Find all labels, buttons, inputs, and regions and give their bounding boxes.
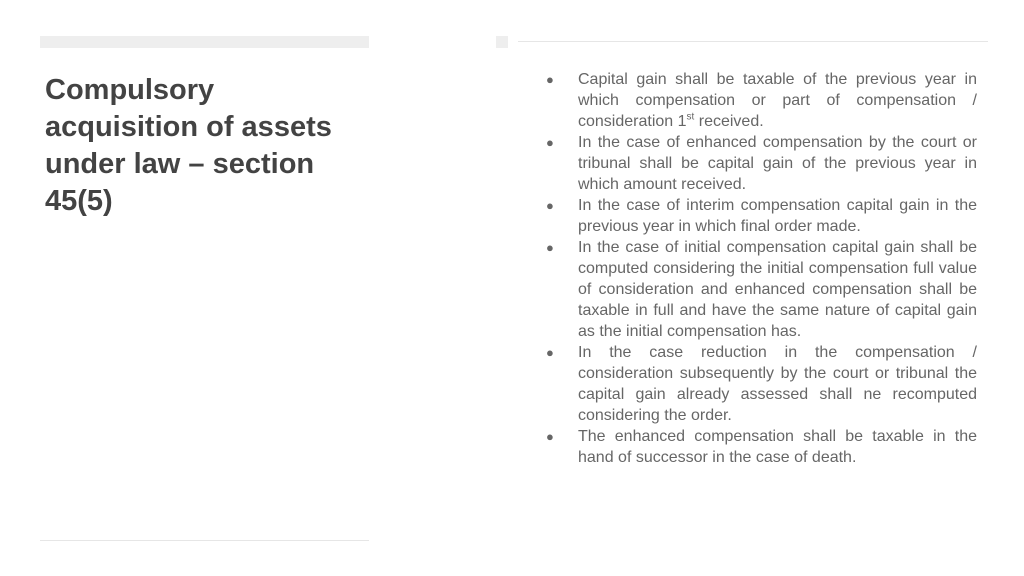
bullet-dot-icon: ● (546, 135, 554, 150)
bullet-text-end: received. (694, 113, 764, 130)
bullet-dot-icon: ● (546, 345, 554, 360)
bullet-item (540, 195, 977, 237)
bullet-text: In the case of initial compensation capital gain shall be computed considering the initial compensation full value of consideration and enhanced compensation shall be taxable in full and have the same nature of capital gain as the initial compensation has. (578, 239, 977, 340)
bullet-dot-icon: ● (546, 240, 554, 255)
top-right-accent-square (496, 36, 508, 48)
bullet-dot-icon: ● (546, 198, 554, 213)
bullet-dot-icon: ● (546, 429, 554, 444)
bullet-text: In the case of interim compensation capital gain in the previous year in which final order made. (578, 197, 977, 235)
bullet-text: Capital gain shall be taxable of the previous year in which compensation or part of compensation / consideration 1 (578, 71, 977, 130)
top-right-divider-line (518, 41, 988, 42)
bullet-item (540, 237, 977, 342)
bullet-item (540, 426, 977, 468)
bullet-list (540, 69, 977, 468)
bottom-left-divider-line (40, 540, 369, 541)
slide-title: Compulsory acquisition of assets under law – section 45(5) (45, 74, 332, 217)
bullet-text: In the case reduction in the compensation / consideration subsequently by the court or tribunal the capital gain already assessed shall ne recomputed considering the order. (578, 344, 977, 424)
bullet-dot-icon: ● (546, 72, 554, 87)
bullet-text: In the case of enhanced compensation by the court or tribunal shall be capital gain of the previous year in which amount received. (578, 134, 977, 193)
ordinal-superscript: st (686, 111, 695, 123)
bullet-item (540, 132, 977, 195)
top-left-accent-bar (40, 36, 369, 48)
bullet-item (540, 342, 977, 426)
bullet-item (540, 69, 977, 132)
bullet-text: The enhanced compensation shall be taxable in the hand of successor in the case of death. (578, 428, 977, 466)
